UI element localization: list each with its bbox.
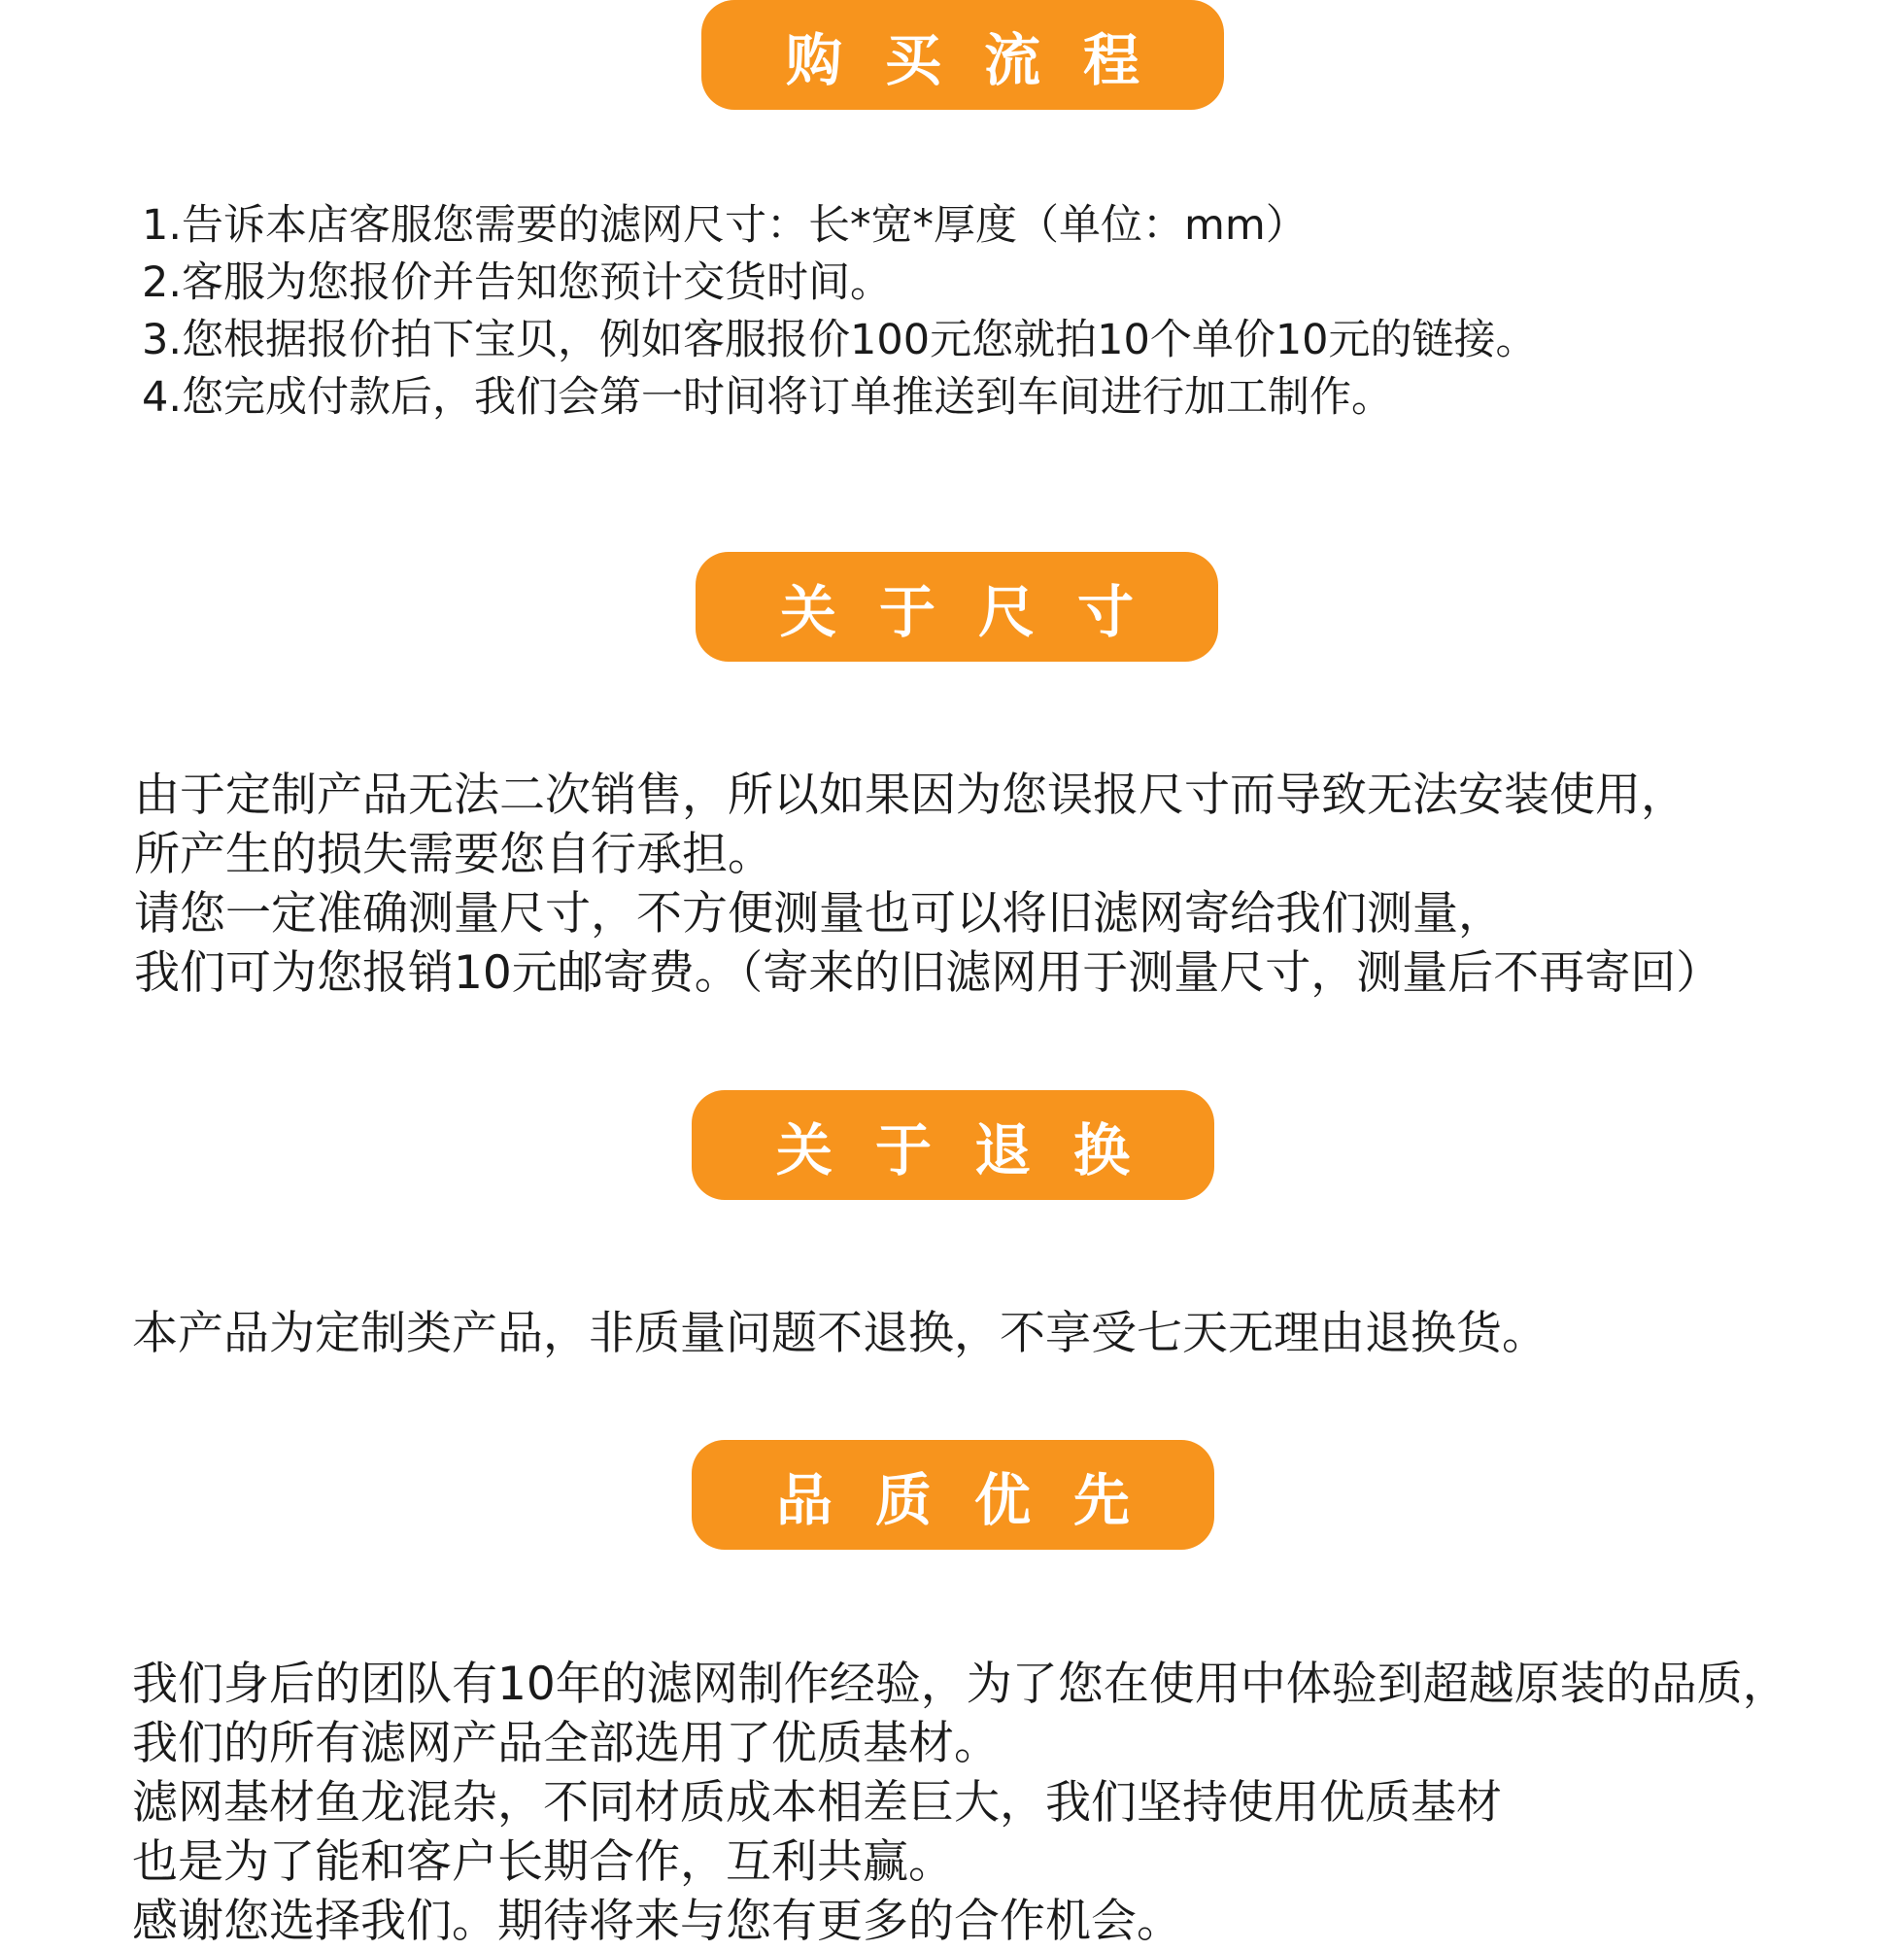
returns-text — [132, 1304, 1547, 1363]
quality-line: 也是为了能和客户长期合作，互利共赢。 — [132, 1835, 954, 1889]
quality-line: 我们身后的团队有10年的滤网制作经验，为了您在使用中体验到超越原装的品质， — [132, 1658, 1788, 1711]
purchase-step-1: 1.告诉本店客服您需要的滤网尺寸：长*宽*厚度（单位：mm） — [142, 201, 1308, 250]
section-heading-purchase-process: 购买流程 — [701, 0, 1224, 110]
purchase-process-text — [142, 197, 1538, 427]
purchase-step-2: 2.客服为您报价并告知您预计交货时间。 — [142, 258, 893, 307]
quality-first-text — [132, 1655, 1788, 1951]
about-size-line: 由于定制产品无法二次销售，所以如果因为您误报尺寸而导致无法安装使用， — [134, 769, 1686, 822]
section-heading-quality-first: 品质优先 — [692, 1440, 1214, 1550]
quality-line: 我们的所有滤网产品全部选用了优质基材。 — [132, 1717, 1000, 1770]
quality-line: 滤网基材鱼龙混杂，不同材质成本相差巨大，我们坚持使用优质基材 — [132, 1776, 1502, 1830]
about-size-line: 所产生的损失需要您自行承担。 — [134, 828, 773, 881]
about-size-text — [134, 766, 1721, 1003]
quality-line: 感谢您选择我们。期待将来与您有更多的合作机会。 — [132, 1895, 1182, 1948]
purchase-step-4: 4.您完成付款后，我们会第一时间将订单推送到车间进行加工制作。 — [142, 373, 1394, 422]
about-size-line: 我们可为您报销10元邮寄费。（寄来的旧滤网用于测量尺寸，测量后不再寄回） — [134, 946, 1722, 1000]
section-heading-returns: 关于退换 — [692, 1090, 1214, 1200]
section-heading-about-size: 关于尺寸 — [696, 552, 1218, 662]
purchase-step-3: 3.您根据报价拍下宝贝，例如客服报价100元您就拍10个单价10元的链接。 — [142, 316, 1538, 364]
returns-line: 本产品为定制类产品，非质量问题不退换，不享受七天无理由退换货。 — [132, 1307, 1547, 1360]
about-size-line: 请您一定准确测量尺寸，不方便测量也可以将旧滤网寄给我们测量， — [134, 887, 1504, 941]
